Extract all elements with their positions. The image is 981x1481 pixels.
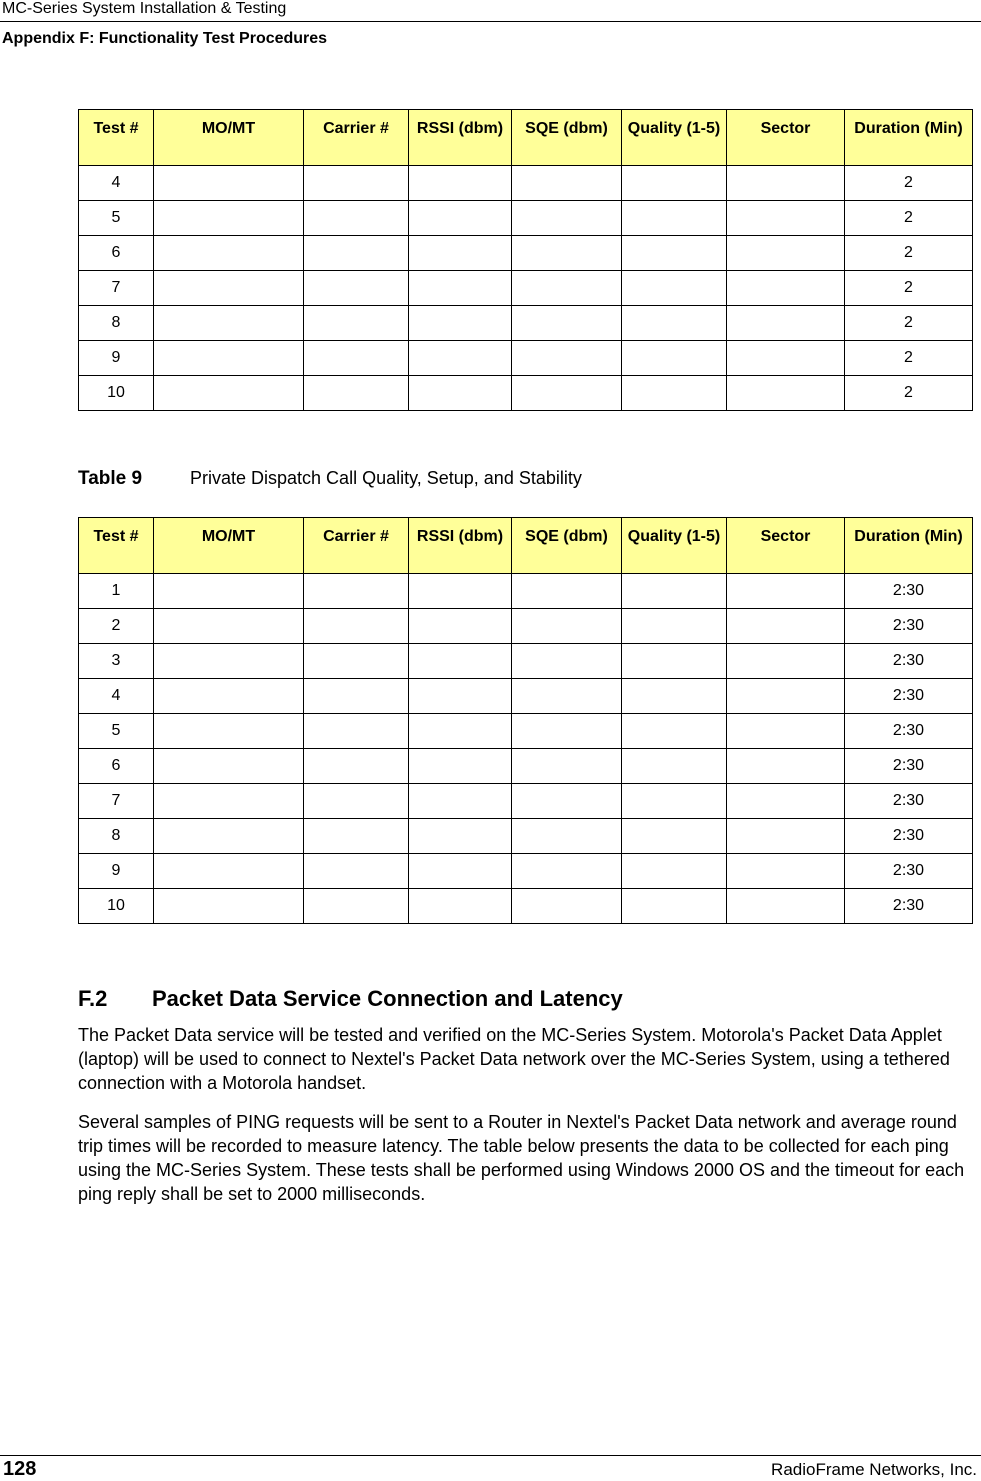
table-row	[79, 609, 973, 644]
header-rule	[0, 21, 981, 22]
table-row	[79, 376, 973, 411]
table-cell	[622, 784, 727, 819]
table-cell	[409, 271, 512, 306]
table-cell	[154, 679, 304, 714]
table-cell: 2	[845, 201, 973, 236]
table-cell	[154, 376, 304, 411]
table-cell	[304, 819, 409, 854]
table-cell	[622, 854, 727, 889]
column-header: Test #	[79, 518, 154, 574]
table-cell	[727, 341, 845, 376]
table-cell	[154, 819, 304, 854]
table-cell	[409, 819, 512, 854]
column-header: Test #	[79, 110, 154, 166]
body-paragraph: The Packet Data service will be tested and verified on the MC-Series System. Motorola's Packet Data Applet (laptop) will be used to connect to Nextel's Packet Data network over the MC-Series System, using a tethered connection with a Motorola handset.	[78, 1025, 950, 1093]
table-cell	[727, 201, 845, 236]
section-number: F.2	[78, 986, 108, 1011]
table-cell	[727, 749, 845, 784]
table-cell: 8	[79, 306, 154, 341]
table-cell	[727, 889, 845, 924]
table-cell	[304, 749, 409, 784]
table-cell	[622, 376, 727, 411]
table-cell	[727, 166, 845, 201]
table-cell	[512, 166, 622, 201]
table-cell: 9	[79, 854, 154, 889]
table-cell	[512, 271, 622, 306]
table-cell	[622, 236, 727, 271]
table-cell	[154, 749, 304, 784]
table-cell: 5	[79, 714, 154, 749]
table-row	[79, 271, 973, 306]
call-quality-table-a	[78, 109, 973, 411]
column-header: Duration (Min)	[845, 110, 973, 166]
table-cell: 5	[79, 201, 154, 236]
table-cell	[512, 306, 622, 341]
column-header: SQE (dbm)	[512, 518, 622, 574]
table-cell	[304, 306, 409, 341]
column-header: MO/MT	[154, 110, 304, 166]
table-cell	[727, 644, 845, 679]
table-cell: 2	[845, 306, 973, 341]
table-cell	[154, 644, 304, 679]
company-name: RadioFrame Networks, Inc.	[771, 1460, 977, 1479]
table-cell	[622, 609, 727, 644]
table-cell: 2	[845, 376, 973, 411]
column-header: Carrier #	[304, 518, 409, 574]
table-cell	[622, 341, 727, 376]
table-cell	[409, 889, 512, 924]
table-cell	[727, 819, 845, 854]
table-cell: 6	[79, 749, 154, 784]
table-cell	[154, 609, 304, 644]
table-cell	[622, 271, 727, 306]
table-cell	[622, 166, 727, 201]
table-cell: 4	[79, 166, 154, 201]
table-caption	[78, 468, 582, 490]
table-cell	[304, 679, 409, 714]
table-row	[79, 201, 973, 236]
table-cell	[154, 714, 304, 749]
table-cell	[622, 574, 727, 609]
table-cell: 2:30	[845, 889, 973, 924]
body-paragraph: Several samples of PING requests will be sent to a Router in Nextel's Packet Data network and average round trip times will be recorded to measure latency. The table below presents the data to be collected for each ping using the MC-Series System. These tests shall be performed using Windows 2000 OS and the timeout for each ping reply shall be set to 2000 milliseconds.	[78, 1112, 965, 1204]
table-cell	[154, 166, 304, 201]
table-cell	[512, 784, 622, 819]
table-cell	[409, 784, 512, 819]
table-cell	[304, 271, 409, 306]
table-row	[79, 644, 973, 679]
table-cell: 2	[845, 236, 973, 271]
table-cell	[512, 889, 622, 924]
table-cell	[622, 644, 727, 679]
column-header: Quality (1-5)	[622, 518, 727, 574]
table-cell: 2	[845, 271, 973, 306]
table-cell	[304, 854, 409, 889]
running-header-title: MC-Series System Installation & Testing	[2, 0, 287, 17]
section-heading	[78, 986, 623, 1012]
table-cell	[512, 376, 622, 411]
table-cell: 2:30	[845, 609, 973, 644]
table-cell	[409, 236, 512, 271]
table-cell	[154, 784, 304, 819]
table-row	[79, 306, 973, 341]
table-cell	[304, 574, 409, 609]
table-cell	[727, 784, 845, 819]
running-header-subtitle: Appendix F: Functionality Test Procedures	[2, 30, 328, 47]
call-quality-table-b	[78, 517, 973, 924]
table-cell: 2:30	[845, 819, 973, 854]
table-cell	[727, 574, 845, 609]
table-cell: 2:30	[845, 644, 973, 679]
table-caption-text: Private Dispatch Call Quality, Setup, and Stability	[190, 468, 582, 488]
table-cell	[512, 679, 622, 714]
table-cell	[409, 644, 512, 679]
column-header: SQE (dbm)	[512, 110, 622, 166]
table-row	[79, 574, 973, 609]
table-cell	[727, 236, 845, 271]
page-number: 128	[3, 1458, 37, 1480]
table-cell	[304, 341, 409, 376]
table-header-row	[79, 110, 973, 166]
table-cell	[409, 854, 512, 889]
table-cell	[154, 341, 304, 376]
table-row	[79, 749, 973, 784]
table-row	[79, 166, 973, 201]
column-header: MO/MT	[154, 518, 304, 574]
table-cell: 2:30	[845, 574, 973, 609]
table-cell	[154, 201, 304, 236]
column-header: RSSI (dbm)	[409, 110, 512, 166]
table-cell: 2	[79, 609, 154, 644]
table-cell	[304, 714, 409, 749]
table-cell	[512, 644, 622, 679]
table-row	[79, 714, 973, 749]
table-cell	[512, 819, 622, 854]
column-header: Duration (Min)	[845, 518, 973, 574]
table-cell	[304, 236, 409, 271]
table-cell	[727, 854, 845, 889]
table-cell: 9	[79, 341, 154, 376]
table-cell: 8	[79, 819, 154, 854]
table-cell	[154, 854, 304, 889]
table-cell	[622, 889, 727, 924]
table-row	[79, 341, 973, 376]
table-cell	[622, 819, 727, 854]
table-cell	[304, 166, 409, 201]
column-header: Sector	[727, 110, 845, 166]
table-cell	[409, 609, 512, 644]
table-cell	[727, 271, 845, 306]
table-cell: 2	[845, 341, 973, 376]
table-row	[79, 236, 973, 271]
table-cell	[512, 236, 622, 271]
table-cell	[512, 341, 622, 376]
table-cell	[304, 784, 409, 819]
table-cell	[304, 201, 409, 236]
table-header-row	[79, 518, 973, 574]
table-cell	[304, 889, 409, 924]
table-cell	[622, 201, 727, 236]
table-cell: 7	[79, 784, 154, 819]
column-header: Quality (1-5)	[622, 110, 727, 166]
table-cell: 10	[79, 889, 154, 924]
table-cell: 6	[79, 236, 154, 271]
table-cell: 2:30	[845, 679, 973, 714]
table-cell: 10	[79, 376, 154, 411]
table-cell	[154, 574, 304, 609]
column-header: Sector	[727, 518, 845, 574]
table-row	[79, 854, 973, 889]
table-row	[79, 819, 973, 854]
table-cell	[154, 306, 304, 341]
table-cell	[622, 749, 727, 784]
table-cell	[512, 201, 622, 236]
table-cell	[512, 609, 622, 644]
table-cell	[304, 609, 409, 644]
table-cell	[409, 574, 512, 609]
table-cell	[409, 341, 512, 376]
table-cell	[622, 679, 727, 714]
table-cell: 7	[79, 271, 154, 306]
table-cell: 2:30	[845, 749, 973, 784]
table-cell	[154, 236, 304, 271]
table-cell	[409, 306, 512, 341]
table-cell	[727, 714, 845, 749]
table-caption-number: Table 9	[78, 468, 143, 489]
table-cell	[409, 166, 512, 201]
table-row	[79, 679, 973, 714]
table-cell	[409, 714, 512, 749]
table-cell	[409, 376, 512, 411]
table-cell: 1	[79, 574, 154, 609]
table-cell	[512, 714, 622, 749]
table-cell: 4	[79, 679, 154, 714]
table-row	[79, 889, 973, 924]
table-cell	[727, 609, 845, 644]
table-cell	[304, 376, 409, 411]
table-cell	[622, 306, 727, 341]
table-cell	[512, 854, 622, 889]
table-cell	[409, 679, 512, 714]
table-cell	[727, 376, 845, 411]
table-cell: 2	[845, 166, 973, 201]
table-cell	[304, 644, 409, 679]
table-cell: 3	[79, 644, 154, 679]
column-header: RSSI (dbm)	[409, 518, 512, 574]
table-cell	[154, 889, 304, 924]
table-cell	[512, 749, 622, 784]
table-row	[79, 784, 973, 819]
section-title: Packet Data Service Connection and Latency	[152, 986, 623, 1011]
column-header: Carrier #	[304, 110, 409, 166]
table-cell	[512, 574, 622, 609]
table-cell	[154, 271, 304, 306]
table-cell	[409, 749, 512, 784]
table-cell	[727, 679, 845, 714]
table-cell: 2:30	[845, 714, 973, 749]
table-cell	[409, 201, 512, 236]
footer-rule	[0, 1455, 981, 1456]
table-cell: 2:30	[845, 854, 973, 889]
table-cell	[727, 306, 845, 341]
table-cell	[622, 714, 727, 749]
table-cell: 2:30	[845, 784, 973, 819]
